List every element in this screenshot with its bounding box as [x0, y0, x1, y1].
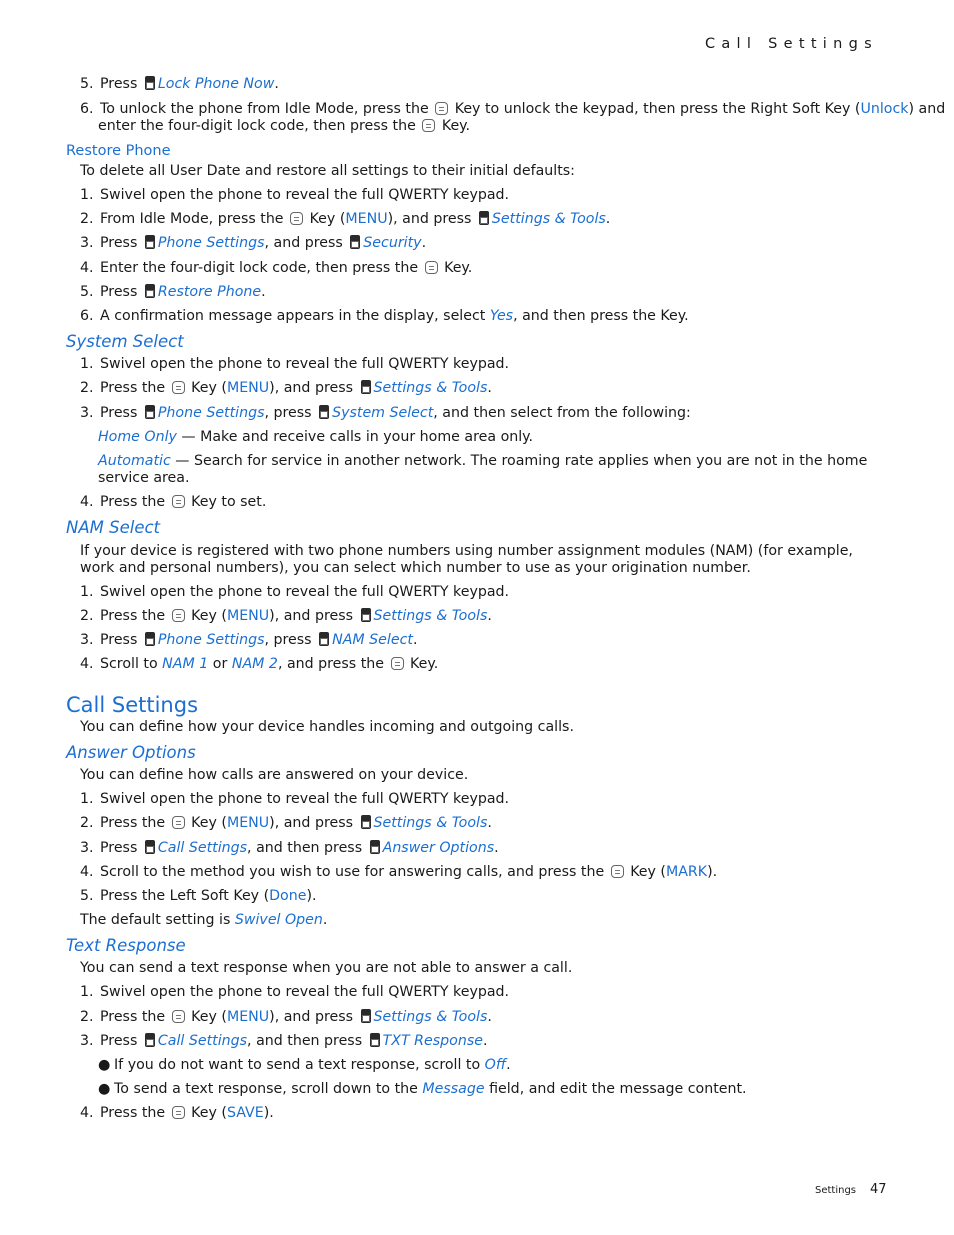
lock-step-6-cont: enter the four-digit lock code, then press the Key.	[98, 118, 471, 134]
nam-step-3: 3. Press Phone Settings, press NAM Select.	[80, 632, 418, 648]
restore-step-5: 5. Press Restore Phone.	[80, 284, 266, 300]
ok-key-icon	[172, 495, 185, 508]
answer-step-5: 5. Press the Left Soft Key (Done).	[80, 888, 317, 904]
system-step-3: 3. Press Phone Settings, press System Select, and then select from the following:	[80, 405, 691, 421]
footer-section: Settings	[815, 1185, 857, 1196]
keypad-key-icon	[350, 235, 360, 249]
page-number: 47	[870, 1182, 887, 1197]
answer-step-3: 3. Press Call Settings, and then press Answer Options.	[80, 840, 499, 856]
keypad-key-icon	[145, 284, 155, 298]
keypad-key-icon	[479, 211, 489, 225]
keypad-key-icon	[319, 405, 329, 419]
ok-key-icon	[290, 212, 303, 225]
heading-answer-options: Answer Options	[66, 743, 196, 762]
option-automatic: Automatic — Search for service in another network. The roaming rate applies when you are not in the home service area.	[98, 453, 868, 486]
nam-intro: If your device is registered with two phone numbers using number assignment modules (NAM) (for example, work and personal numbers), you can select which number to use as your origination number.	[80, 543, 853, 576]
restore-intro: To delete all User Date and restore all settings to their initial defaults:	[80, 163, 575, 179]
keypad-key-icon	[361, 1009, 371, 1023]
text-step-3: 3. Press Call Settings, and then press TXT Response.	[80, 1033, 488, 1049]
ok-key-icon	[172, 1106, 185, 1119]
heading-system-select: System Select	[66, 332, 184, 351]
keypad-key-icon	[145, 405, 155, 419]
option-home-only: Home Only — Make and receive calls in your home area only.	[98, 429, 534, 445]
ok-key-icon	[172, 381, 185, 394]
keypad-key-icon	[145, 76, 155, 90]
running-header: Call Settings	[704, 36, 878, 52]
ok-key-icon	[172, 609, 185, 622]
restore-step-6: 6. A confirmation message appears in the display, select Yes, and then press the Key.	[80, 308, 689, 324]
bullet-icon: ●	[98, 1057, 111, 1073]
heading-nam-select: NAM Select	[66, 518, 161, 537]
text-bullet-1: ● If you do not want to send a text response, scroll to Off.	[98, 1057, 511, 1073]
lock-step-5: 5. Press Lock Phone Now.	[80, 76, 279, 92]
heading-call-settings: Call Settings	[66, 693, 199, 717]
system-step-1: 1. Swivel open the phone to reveal the full QWERTY keypad.	[80, 356, 510, 372]
keypad-key-icon	[361, 380, 371, 394]
ok-key-icon	[391, 657, 404, 670]
lock-step-6: 6. To unlock the phone from Idle Mode, press the Key to unlock the keypad, then press the Right Soft Key (Unlock) and	[80, 101, 946, 117]
text-step-2: 2. Press the Key (MENU), and press Settings & Tools.	[80, 1009, 492, 1025]
nam-step-1: 1. Swivel open the phone to reveal the full QWERTY keypad.	[80, 584, 510, 600]
keypad-key-icon	[361, 815, 371, 829]
restore-step-4: 4. Enter the four-digit lock code, then press the Key.	[80, 260, 473, 276]
keypad-key-icon	[145, 632, 155, 646]
restore-step-1: 1. Swivel open the phone to reveal the full QWERTY keypad.	[80, 187, 510, 203]
system-step-2: 2. Press the Key (MENU), and press Settings & Tools.	[80, 380, 492, 396]
answer-intro: You can define how calls are answered on your device.	[80, 767, 469, 783]
text-step-4: 4. Press the Key (SAVE).	[80, 1105, 274, 1121]
ok-key-icon	[172, 816, 185, 829]
ok-key-icon	[425, 261, 438, 274]
call-intro: You can define how your device handles incoming and outgoing calls.	[80, 719, 574, 735]
text-step-1: 1. Swivel open the phone to reveal the full QWERTY keypad.	[80, 984, 510, 1000]
nam-step-2: 2. Press the Key (MENU), and press Settings & Tools.	[80, 608, 492, 624]
answer-step-1: 1. Swivel open the phone to reveal the full QWERTY keypad.	[80, 791, 510, 807]
bullet-icon: ●	[98, 1081, 111, 1097]
keypad-key-icon	[145, 1033, 155, 1047]
restore-step-3: 3. Press Phone Settings, and press Security.	[80, 235, 427, 251]
text-bullet-2: ● To send a text response, scroll down to the Message field, and edit the message content.	[98, 1081, 747, 1097]
nam-step-4: 4. Scroll to NAM 1 or NAM 2, and press the Key.	[80, 656, 439, 672]
answer-default: The default setting is Swivel Open.	[80, 912, 328, 928]
text-intro: You can send a text response when you are not able to answer a call.	[80, 960, 573, 976]
keypad-key-icon	[361, 608, 371, 622]
keypad-key-icon	[370, 840, 380, 854]
ok-key-icon	[172, 1010, 185, 1023]
keypad-key-icon	[370, 1033, 380, 1047]
heading-text-response: Text Response	[66, 936, 186, 955]
answer-step-4: 4. Scroll to the method you wish to use for answering calls, and press the Key (MARK).	[80, 864, 718, 880]
answer-step-2: 2. Press the Key (MENU), and press Settings & Tools.	[80, 815, 492, 831]
keypad-key-icon	[145, 840, 155, 854]
restore-step-2: 2. From Idle Mode, press the Key (MENU), and press Settings & Tools.	[80, 211, 611, 227]
system-step-4: 4. Press the Key to set.	[80, 494, 267, 510]
keypad-key-icon	[319, 632, 329, 646]
keypad-key-icon	[145, 235, 155, 249]
ok-key-icon	[422, 119, 435, 132]
ok-key-icon	[611, 865, 624, 878]
ok-key-icon	[435, 102, 448, 115]
heading-restore-phone: Restore Phone	[66, 143, 171, 159]
